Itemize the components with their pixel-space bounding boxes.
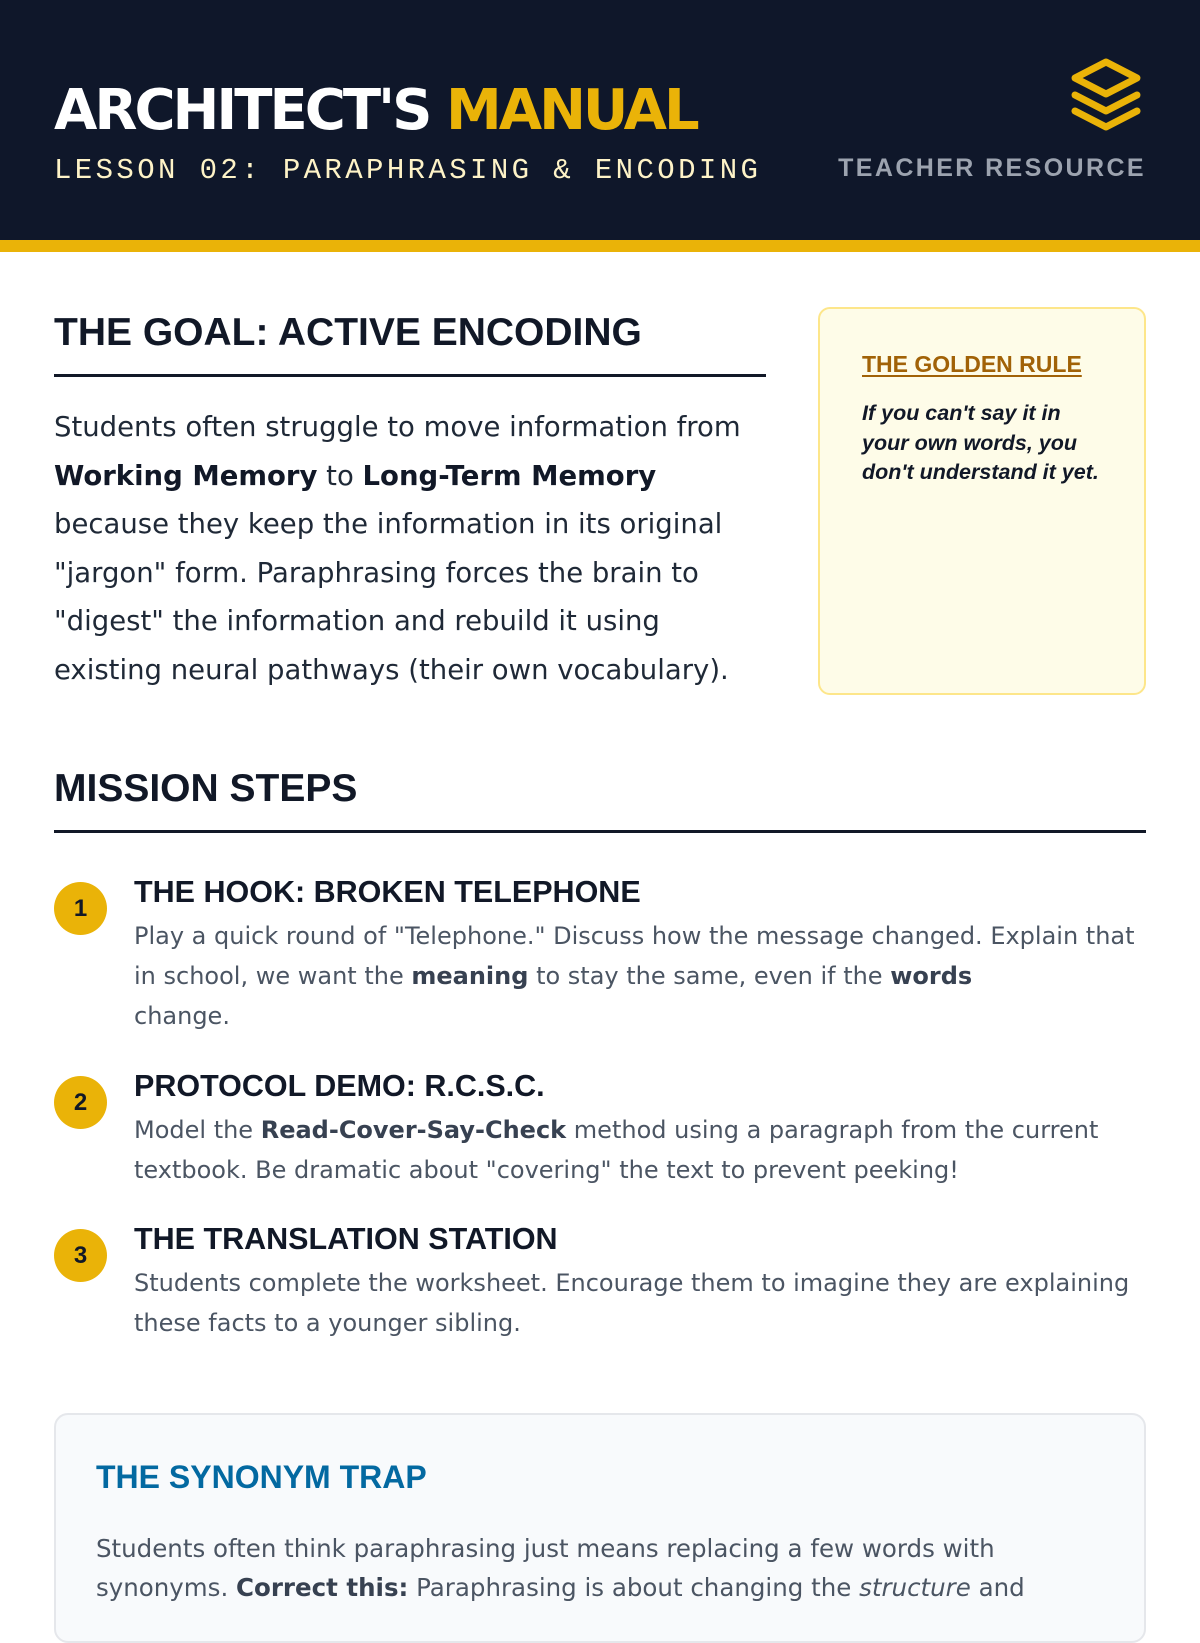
step-text: to stay the same, even if the (536, 962, 883, 990)
trap-italic: structure (859, 1573, 971, 1602)
step-number-badge: 3 (54, 1229, 107, 1282)
teacher-resource-label: TEACHER RESOURCE (838, 154, 1146, 182)
goal-text-part: Students often struggle to move information from (54, 411, 741, 443)
step-title: THE HOOK: BROKEN TELEPHONE (134, 875, 641, 909)
manual-title (54, 78, 697, 144)
goal-text-part: to (326, 459, 354, 492)
trap-emphasis: Correct this: (236, 1573, 409, 1602)
step-number-badge: 2 (54, 1076, 107, 1129)
step-number-badge: 1 (54, 882, 107, 935)
long-term-memory-term: Long-Term Memory (362, 459, 657, 492)
goal-text-part: because they keep the information in its original "jargon" form. Paraphrasing forces the brain to "digest" the information and rebuild it using existing neural pathways (their own vocabulary). (54, 508, 729, 686)
step-text: Model the (134, 1116, 254, 1144)
trap-text-part: and (978, 1573, 1025, 1602)
working-memory-term: Working Memory (54, 459, 318, 492)
step-description (134, 1110, 1146, 1190)
lesson-subtitle: LESSON 02: PARAPHRASING & ENCODING (54, 154, 762, 187)
step-description: Students complete the worksheet. Encourage them to imagine they are explaining these facts to a younger sibling. (134, 1269, 1130, 1337)
synonym-trap-text (96, 1529, 1106, 1607)
step-emphasis: meaning (411, 962, 529, 990)
step-text: method using a paragraph from the current textbook. Be dramatic about "covering" the text to prevent peeking! (134, 1116, 1099, 1184)
header-banner (0, 0, 1200, 252)
synonym-trap-box (54, 1413, 1146, 1643)
title-accent: MANUAL (446, 78, 697, 143)
step-emphasis: Read-Cover-Say-Check (260, 1116, 567, 1144)
step-text: Play a quick round of "Telephone." Discuss how the message changed. Explain that in school, we want the (134, 922, 1135, 990)
layers-stack-icon (1067, 56, 1145, 134)
trap-text-part: Paraphrasing is about changing the (416, 1573, 852, 1602)
step-description (134, 916, 1146, 1036)
golden-rule-box (818, 307, 1146, 695)
trap-text-part: Students often think paraphrasing just means replacing a few words with synonyms. (96, 1534, 995, 1602)
mission-steps-heading: MISSION STEPS (54, 766, 1146, 833)
step-title: PROTOCOL DEMO: R.C.S.C. (134, 1069, 545, 1103)
synonym-trap-title: THE SYNONYM TRAP (96, 1459, 427, 1495)
step-text: change. (134, 1002, 230, 1030)
goal-paragraph (54, 403, 766, 695)
golden-rule-title: THE GOLDEN RULE (862, 351, 1082, 377)
goal-heading: THE GOAL: ACTIVE ENCODING (54, 310, 766, 377)
step-emphasis: words (890, 962, 973, 990)
title-main: ARCHITECT'S (54, 78, 430, 143)
golden-rule-text: If you can't say it in your own words, you don't understand it yet. (862, 401, 1099, 485)
step-title: THE TRANSLATION STATION (134, 1222, 558, 1256)
